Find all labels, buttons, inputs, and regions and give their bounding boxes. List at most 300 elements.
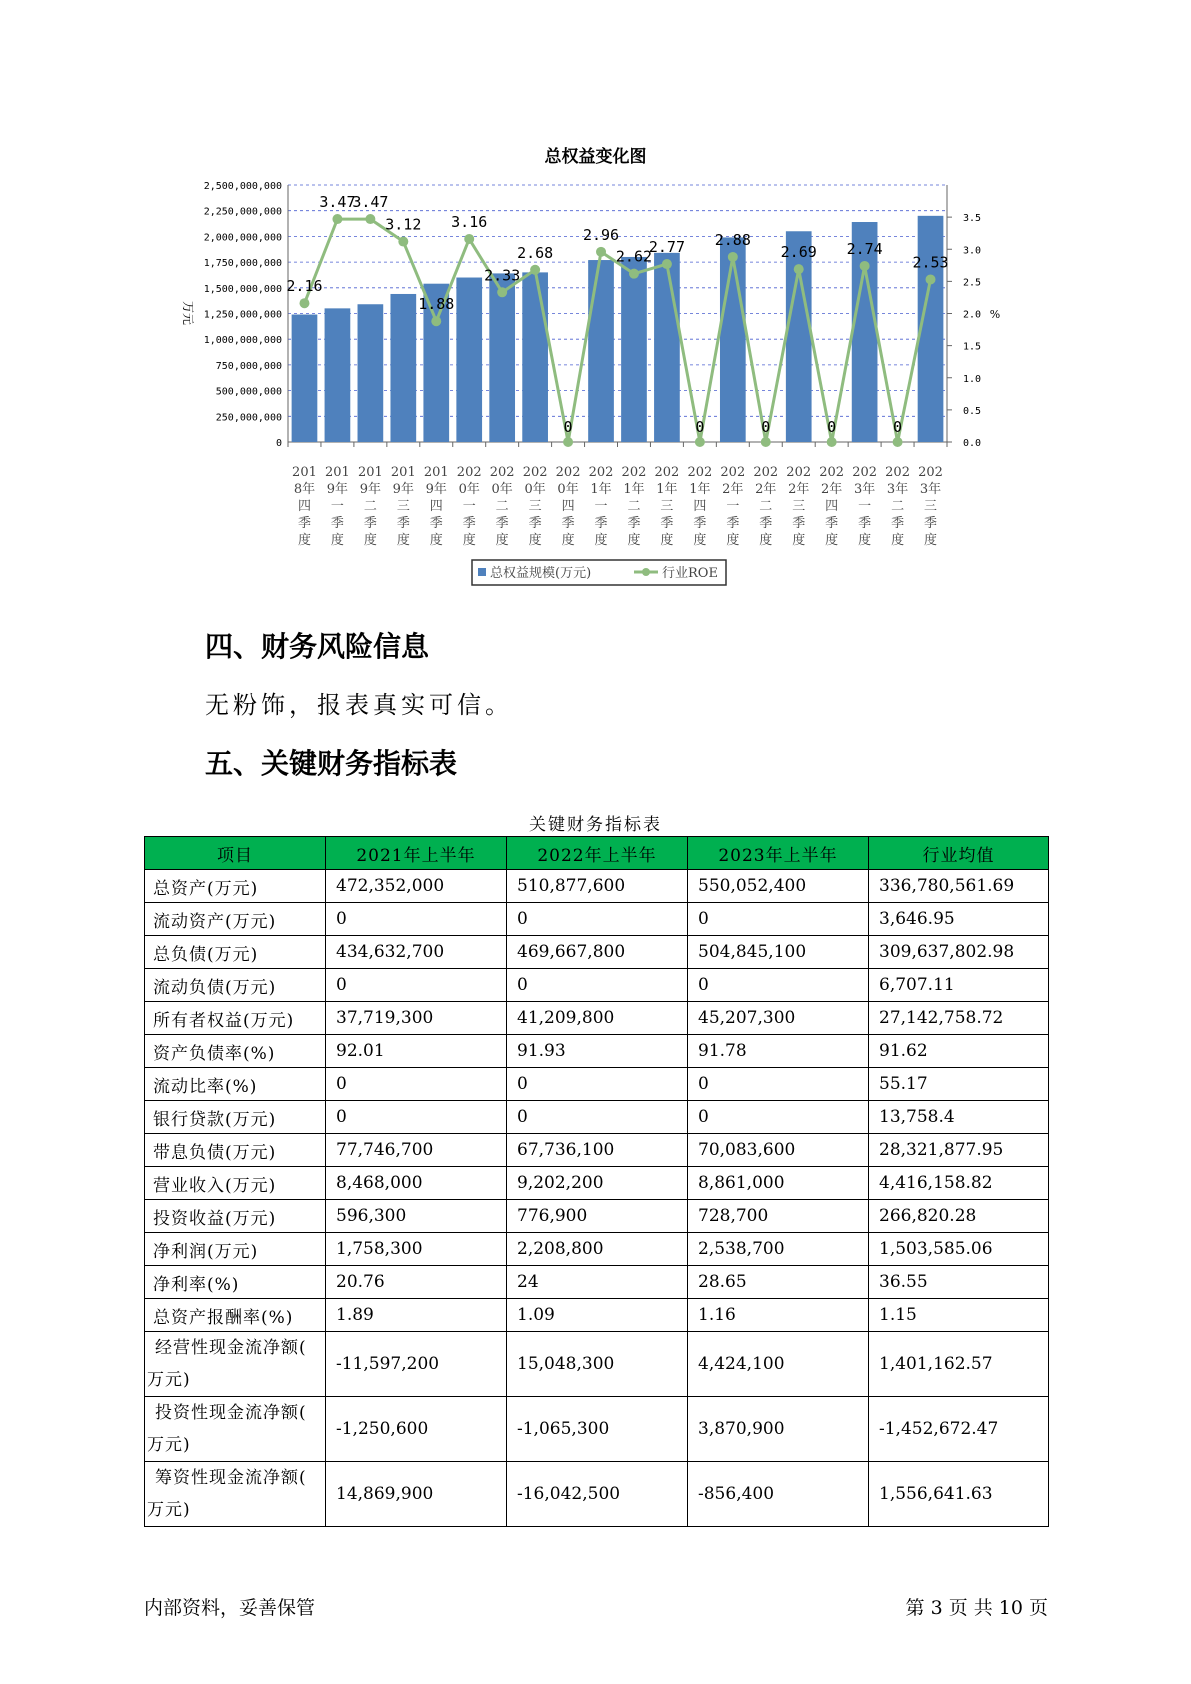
x-tick-label: 1年 — [689, 482, 711, 497]
table-row — [145, 1299, 1049, 1332]
table-header-row — [145, 837, 1049, 870]
x-tick-label: 三 — [396, 499, 410, 514]
x-tick-label: 202 — [720, 465, 746, 480]
x-tick-label: 202 — [456, 465, 482, 480]
table-cell: 550,052,400 — [688, 870, 869, 903]
x-tick-label: 一 — [462, 499, 476, 514]
row-label: 总负债(万元) — [145, 936, 326, 969]
row-label: 净利率(%) — [145, 1266, 326, 1299]
table-cell: 1.89 — [326, 1299, 507, 1332]
x-tick-label: 1年 — [590, 482, 612, 497]
y-tick-label: 2,500,000,000 — [203, 181, 282, 192]
table-cell: 24 — [507, 1266, 688, 1299]
row-label: 流动比率(%) — [145, 1068, 326, 1101]
bar — [720, 237, 746, 442]
y2-axis-label: % — [989, 308, 1001, 321]
roe-point — [596, 247, 606, 257]
x-tick-label: 季 — [528, 516, 542, 531]
x-tick-label: 201 — [357, 465, 383, 480]
roe-point — [926, 274, 936, 284]
x-tick-label: 202 — [918, 465, 943, 480]
row-label: 总资产报酬率(%) — [145, 1299, 326, 1332]
table-cell: 91.93 — [507, 1035, 688, 1068]
x-tick-label: 一 — [330, 499, 344, 514]
roe-point — [893, 437, 903, 447]
x-tick-label: 四 — [693, 499, 707, 514]
row-label-line: 万元) — [147, 1500, 191, 1520]
roe-data-label: 2.88 — [714, 230, 751, 249]
y-axis-label: 万元 — [181, 300, 195, 326]
table-cell: 36.55 — [869, 1266, 1049, 1299]
table-cell: 67,736,100 — [507, 1134, 688, 1167]
table-cell: 14,869,900 — [326, 1462, 507, 1527]
x-tick-label: 202 — [819, 465, 845, 480]
table-cell: 2,538,700 — [688, 1233, 869, 1266]
bar — [621, 257, 647, 442]
table-cell: 469,667,800 — [507, 936, 688, 969]
row-label — [145, 1462, 326, 1527]
x-tick-label: 202 — [588, 465, 614, 480]
row-label: 所有者权益(万元) — [145, 1002, 326, 1035]
chart-title: 总权益变化图 — [544, 147, 647, 167]
x-tick-label: 201 — [292, 465, 317, 480]
table-cell: 0 — [507, 969, 688, 1002]
y2-tick-label: 0.0 — [963, 438, 982, 449]
roe-point — [695, 437, 705, 447]
x-tick-label: 度 — [792, 533, 806, 548]
roe-data-label: 2.69 — [780, 243, 817, 262]
table-cell: 6,707.11 — [869, 969, 1049, 1002]
x-tick-label: 0年 — [458, 482, 480, 497]
table-cell: 0 — [326, 969, 507, 1002]
table-cell: 55.17 — [869, 1068, 1049, 1101]
table-cell: 91.62 — [869, 1035, 1049, 1068]
roe-data-label: 2.62 — [615, 247, 653, 266]
x-tick-label: 季 — [891, 516, 905, 531]
x-tick-label: 季 — [825, 516, 839, 531]
x-tick-label: 2年 — [788, 482, 810, 497]
x-tick-label: 二 — [891, 499, 905, 514]
table-cell: 2,208,800 — [507, 1233, 688, 1266]
table-cell: 728,700 — [688, 1200, 869, 1233]
row-label: 带息负债(万元) — [145, 1134, 326, 1167]
x-tick-label: 季 — [924, 516, 938, 531]
roe-point — [728, 252, 738, 262]
x-tick-label: 度 — [429, 533, 443, 548]
roe-point — [431, 316, 441, 326]
roe-data-label: 2.53 — [912, 253, 949, 272]
table-header-cell: 2021年上半年 — [326, 837, 507, 870]
table-cell: 92.01 — [326, 1035, 507, 1068]
table-cell: 4,424,100 — [688, 1332, 869, 1397]
x-tick-label: 2年 — [722, 482, 744, 497]
x-tick-label: 202 — [621, 465, 647, 480]
table-cell: 3,646.95 — [869, 903, 1049, 936]
roe-point — [662, 259, 672, 269]
roe-data-label: 0 — [761, 418, 771, 436]
x-tick-label: 0年 — [524, 482, 546, 497]
y-tick-label: 1,750,000,000 — [203, 258, 282, 270]
table-cell: 1.16 — [688, 1299, 869, 1332]
x-tick-label: 1年 — [656, 482, 678, 497]
x-tick-label: 度 — [891, 533, 905, 548]
table-row — [145, 936, 1049, 969]
table-cell: 472,352,000 — [326, 870, 507, 903]
table-cell: 77,746,700 — [326, 1134, 507, 1167]
x-tick-label: 季 — [429, 516, 443, 531]
table-cell: 91.78 — [688, 1035, 869, 1068]
table-cell: -1,452,672.47 — [869, 1397, 1049, 1462]
table-row — [145, 1200, 1049, 1233]
x-tick-label: 度 — [297, 533, 311, 548]
roe-data-label: 0 — [893, 418, 903, 436]
table-cell: -1,250,600 — [326, 1397, 507, 1462]
x-tick-label: 季 — [495, 516, 509, 531]
y2-tick-label: 2.0 — [963, 309, 982, 321]
table-cell: -1,065,300 — [507, 1397, 688, 1462]
roe-data-label: 2.96 — [582, 225, 620, 244]
table-cell: 0 — [326, 903, 507, 936]
legend-label-bar: 总权益规模(万元) — [490, 566, 592, 581]
row-label-line: 经营性现金流净额( — [155, 1338, 307, 1358]
table-cell: 8,861,000 — [688, 1167, 869, 1200]
y2-tick-label: 1.5 — [963, 341, 982, 353]
x-tick-label: 度 — [330, 533, 344, 548]
x-tick-label: 季 — [792, 516, 806, 531]
table-cell: -11,597,200 — [326, 1332, 507, 1397]
table-cell: 1,503,585.06 — [869, 1233, 1049, 1266]
x-tick-label: 三 — [660, 499, 674, 514]
x-tick-label: 3年 — [886, 482, 909, 497]
roe-data-label: 2.74 — [846, 239, 883, 258]
x-tick-label: 度 — [627, 533, 641, 548]
x-tick-label: 202 — [687, 465, 713, 480]
table-cell: 15,048,300 — [507, 1332, 688, 1397]
x-tick-label: 202 — [786, 465, 812, 480]
x-tick-label: 度 — [693, 533, 707, 548]
x-tick-label: 度 — [825, 533, 839, 548]
table-cell: 20.76 — [326, 1266, 507, 1299]
key-financial-table — [144, 836, 1049, 1527]
y-tick-label: 250,000,000 — [215, 412, 282, 424]
roe-data-label: 0 — [827, 418, 837, 436]
row-label — [145, 1397, 326, 1462]
table-cell: 504,845,100 — [688, 936, 869, 969]
table-cell: 776,900 — [507, 1200, 688, 1233]
x-tick-label: 季 — [858, 516, 872, 531]
bar — [588, 260, 614, 442]
bar — [358, 304, 384, 442]
x-tick-label: 二 — [363, 499, 377, 514]
x-tick-label: 202 — [489, 465, 515, 480]
x-tick-label: 202 — [522, 465, 548, 480]
roe-point — [794, 264, 804, 274]
x-tick-label: 202 — [753, 465, 779, 480]
table-row — [145, 1397, 1049, 1462]
x-tick-label: 季 — [297, 516, 311, 531]
table-cell: 41,209,800 — [507, 1002, 688, 1035]
roe-data-label: 0 — [695, 418, 705, 436]
y-tick-label: 750,000,000 — [215, 360, 282, 372]
x-tick-label: 季 — [363, 516, 377, 531]
legend-label-line: 行业ROE — [662, 566, 718, 581]
x-tick-label: 季 — [594, 516, 608, 531]
x-tick-label: 3年 — [919, 482, 942, 497]
roe-data-label: 0 — [563, 418, 573, 436]
bar — [390, 294, 416, 442]
roe-point — [761, 437, 771, 447]
x-tick-label: 度 — [495, 533, 509, 548]
x-tick-label: 1年 — [623, 482, 645, 497]
roe-point — [530, 265, 540, 275]
bar — [654, 253, 680, 442]
table-cell: 13,758.4 — [869, 1101, 1049, 1134]
x-tick-label: 0年 — [557, 482, 579, 497]
table-row — [145, 1134, 1049, 1167]
table-cell: 28,321,877.95 — [869, 1134, 1049, 1167]
roe-data-label: 1.88 — [418, 295, 455, 314]
table-row — [145, 870, 1049, 903]
x-tick-label: 8年 — [293, 482, 316, 497]
x-tick-label: 度 — [363, 533, 377, 548]
table-row — [145, 1266, 1049, 1299]
roe-data-label: 2.77 — [648, 238, 685, 257]
x-tick-label: 季 — [561, 516, 575, 531]
x-tick-label: 度 — [759, 533, 773, 548]
table-row — [145, 1068, 1049, 1101]
roe-point — [365, 214, 375, 224]
table-cell: 309,637,802.98 — [869, 936, 1049, 969]
y2-tick-label: 1.0 — [963, 373, 982, 385]
roe-data-label: 2.33 — [484, 266, 521, 285]
x-tick-label: 一 — [594, 499, 608, 514]
y-tick-label: 1,500,000,000 — [203, 283, 282, 295]
x-tick-label: 度 — [924, 533, 938, 548]
x-tick-label: 三 — [528, 499, 542, 514]
x-tick-label: 季 — [396, 516, 410, 531]
table-cell: 1,401,162.57 — [869, 1332, 1049, 1397]
x-tick-label: 202 — [654, 465, 680, 480]
legend-swatch-bar — [478, 568, 486, 576]
x-tick-label: 度 — [528, 533, 542, 548]
x-tick-label: 季 — [462, 516, 476, 531]
x-tick-label: 202 — [885, 465, 910, 480]
roe-data-label: 3.12 — [385, 215, 422, 234]
x-tick-label: 季 — [759, 516, 773, 531]
x-tick-label: 季 — [660, 516, 674, 531]
x-tick-label: 9年 — [392, 482, 414, 497]
legend-swatch-marker — [642, 568, 650, 576]
section5-heading: 五、关键财务指标表 — [205, 747, 458, 780]
x-tick-label: 四 — [825, 499, 839, 514]
x-tick-label: 四 — [297, 499, 311, 514]
table-caption: 关键财务指标表 — [529, 815, 662, 835]
y-tick-label: 2,000,000,000 — [203, 232, 282, 244]
bar — [489, 273, 515, 442]
table-cell: 45,207,300 — [688, 1002, 869, 1035]
x-tick-label: 季 — [726, 516, 740, 531]
table-row — [145, 1233, 1049, 1266]
x-tick-label: 0年 — [491, 482, 513, 497]
x-tick-label: 四 — [561, 499, 575, 514]
row-label-line: 万元) — [147, 1370, 191, 1390]
x-tick-label: 度 — [594, 533, 608, 548]
table-cell: 0 — [326, 1068, 507, 1101]
y2-tick-label: 3.0 — [963, 245, 982, 257]
table-cell: 266,820.28 — [869, 1200, 1049, 1233]
table-cell: 0 — [326, 1101, 507, 1134]
table-cell: 27,142,758.72 — [869, 1002, 1049, 1035]
bar — [325, 308, 351, 442]
bar — [522, 272, 548, 442]
row-label: 银行贷款(万元) — [145, 1101, 326, 1134]
x-tick-label: 3年 — [853, 482, 876, 497]
x-tick-label: 度 — [561, 533, 575, 548]
table-cell: 37,719,300 — [326, 1002, 507, 1035]
table-row — [145, 969, 1049, 1002]
x-tick-label: 度 — [660, 533, 674, 548]
x-tick-label: 202 — [852, 465, 878, 480]
table-row — [145, 1002, 1049, 1035]
row-label: 投资收益(万元) — [145, 1200, 326, 1233]
x-tick-label: 2年 — [755, 482, 777, 497]
y-tick-label: 0 — [275, 438, 282, 449]
footer-confidential: 内部资料，妥善保管 — [144, 1597, 316, 1619]
table-cell: 336,780,561.69 — [869, 870, 1049, 903]
roe-data-label: 3.16 — [451, 212, 488, 231]
table-cell: 1,758,300 — [326, 1233, 507, 1266]
row-label-line: 投资性现金流净额( — [155, 1403, 307, 1423]
roe-point — [398, 237, 408, 247]
roe-data-label: 3.47 — [352, 193, 389, 212]
table-cell: -16,042,500 — [507, 1462, 688, 1527]
row-label: 营业收入(万元) — [145, 1167, 326, 1200]
table-header-cell: 项目 — [145, 837, 326, 870]
table-cell: 1.15 — [869, 1299, 1049, 1332]
table-cell: 4,416,158.82 — [869, 1167, 1049, 1200]
y2-tick-label: 0.5 — [963, 405, 982, 417]
row-label: 资产负债率(%) — [145, 1035, 326, 1068]
y-tick-label: 500,000,000 — [215, 386, 282, 398]
row-label: 流动负债(万元) — [145, 969, 326, 1002]
table-cell: 0 — [688, 1101, 869, 1134]
roe-point — [860, 261, 870, 271]
table-cell: 434,632,700 — [326, 936, 507, 969]
table-cell: -856,400 — [688, 1462, 869, 1527]
table-cell: 1,556,641.63 — [869, 1462, 1049, 1527]
x-tick-label: 季 — [330, 516, 344, 531]
roe-point — [497, 287, 507, 297]
x-tick-label: 9年 — [359, 482, 382, 497]
x-tick-label: 度 — [858, 533, 872, 548]
table-header-cell: 2022年上半年 — [507, 837, 688, 870]
x-tick-label: 202 — [555, 465, 581, 480]
section4-heading: 四、财务风险信息 — [205, 630, 430, 663]
x-tick-label: 三 — [792, 499, 806, 514]
y2-tick-label: 3.5 — [963, 213, 982, 225]
x-tick-label: 度 — [396, 533, 410, 548]
x-tick-label: 201 — [423, 465, 449, 480]
table-cell: 70,083,600 — [688, 1134, 869, 1167]
x-tick-label: 度 — [462, 533, 476, 548]
x-tick-label: 201 — [325, 465, 350, 480]
bar — [292, 315, 318, 442]
table-row — [145, 1462, 1049, 1527]
row-label: 总资产(万元) — [145, 870, 326, 903]
section4-text: 无粉饰，报表真实可信。 — [205, 691, 513, 719]
footer-page-number: 第 3 页 共 10 页 — [905, 1597, 1048, 1619]
x-tick-label: 2年 — [821, 482, 843, 497]
roe-point — [464, 234, 474, 244]
table-row — [145, 1101, 1049, 1134]
roe-point — [332, 214, 342, 224]
y2-tick-label: 2.5 — [963, 277, 982, 289]
roe-data-label: 2.16 — [286, 277, 323, 296]
table-cell: 0 — [507, 1101, 688, 1134]
x-tick-label: 9年 — [425, 482, 447, 497]
x-tick-label: 201 — [390, 465, 416, 480]
table-cell: 28.65 — [688, 1266, 869, 1299]
roe-data-label: 3.47 — [319, 193, 356, 212]
y-tick-label: 1,250,000,000 — [203, 309, 282, 321]
table-cell: 0 — [688, 969, 869, 1002]
table-cell: 0 — [507, 1068, 688, 1101]
row-label — [145, 1332, 326, 1397]
row-label-line: 筹资性现金流净额( — [155, 1468, 307, 1488]
x-tick-label: 二 — [495, 499, 509, 514]
table-cell: 3,870,900 — [688, 1397, 869, 1462]
row-label: 净利润(万元) — [145, 1233, 326, 1266]
x-tick-label: 二 — [627, 499, 641, 514]
x-tick-label: 四 — [429, 499, 443, 514]
table-row — [145, 1035, 1049, 1068]
table-cell: 0 — [688, 1068, 869, 1101]
x-tick-label: 一 — [858, 499, 872, 514]
table-row — [145, 1332, 1049, 1397]
roe-point — [299, 298, 309, 308]
y-tick-label: 2,250,000,000 — [203, 206, 282, 218]
table-row — [145, 1167, 1049, 1200]
x-tick-label: 9年 — [326, 482, 349, 497]
table-cell: 510,877,600 — [507, 870, 688, 903]
roe-point — [629, 269, 639, 279]
table-header-cell: 2023年上半年 — [688, 837, 869, 870]
row-label: 流动资产(万元) — [145, 903, 326, 936]
row-label-line: 万元) — [147, 1435, 191, 1455]
x-tick-label: 季 — [627, 516, 641, 531]
roe-data-label: 2.68 — [517, 243, 554, 262]
table-header-cell: 行业均值 — [869, 837, 1049, 870]
table-cell: 1.09 — [507, 1299, 688, 1332]
x-tick-label: 一 — [726, 499, 740, 514]
table-cell: 8,468,000 — [326, 1167, 507, 1200]
table-cell: 0 — [507, 903, 688, 936]
roe-point — [563, 437, 573, 447]
table-cell: 0 — [688, 903, 869, 936]
table-cell: 596,300 — [326, 1200, 507, 1233]
bar — [786, 231, 812, 442]
x-tick-label: 二 — [759, 499, 773, 514]
x-tick-label: 季 — [693, 516, 707, 531]
roe-point — [827, 437, 837, 447]
table-row — [145, 903, 1049, 936]
y-tick-label: 1,000,000,000 — [203, 335, 282, 347]
equity-chart — [0, 0, 1191, 600]
x-tick-label: 三 — [924, 499, 938, 514]
x-tick-label: 度 — [726, 533, 740, 548]
bar — [456, 278, 482, 442]
table-cell: 9,202,200 — [507, 1167, 688, 1200]
